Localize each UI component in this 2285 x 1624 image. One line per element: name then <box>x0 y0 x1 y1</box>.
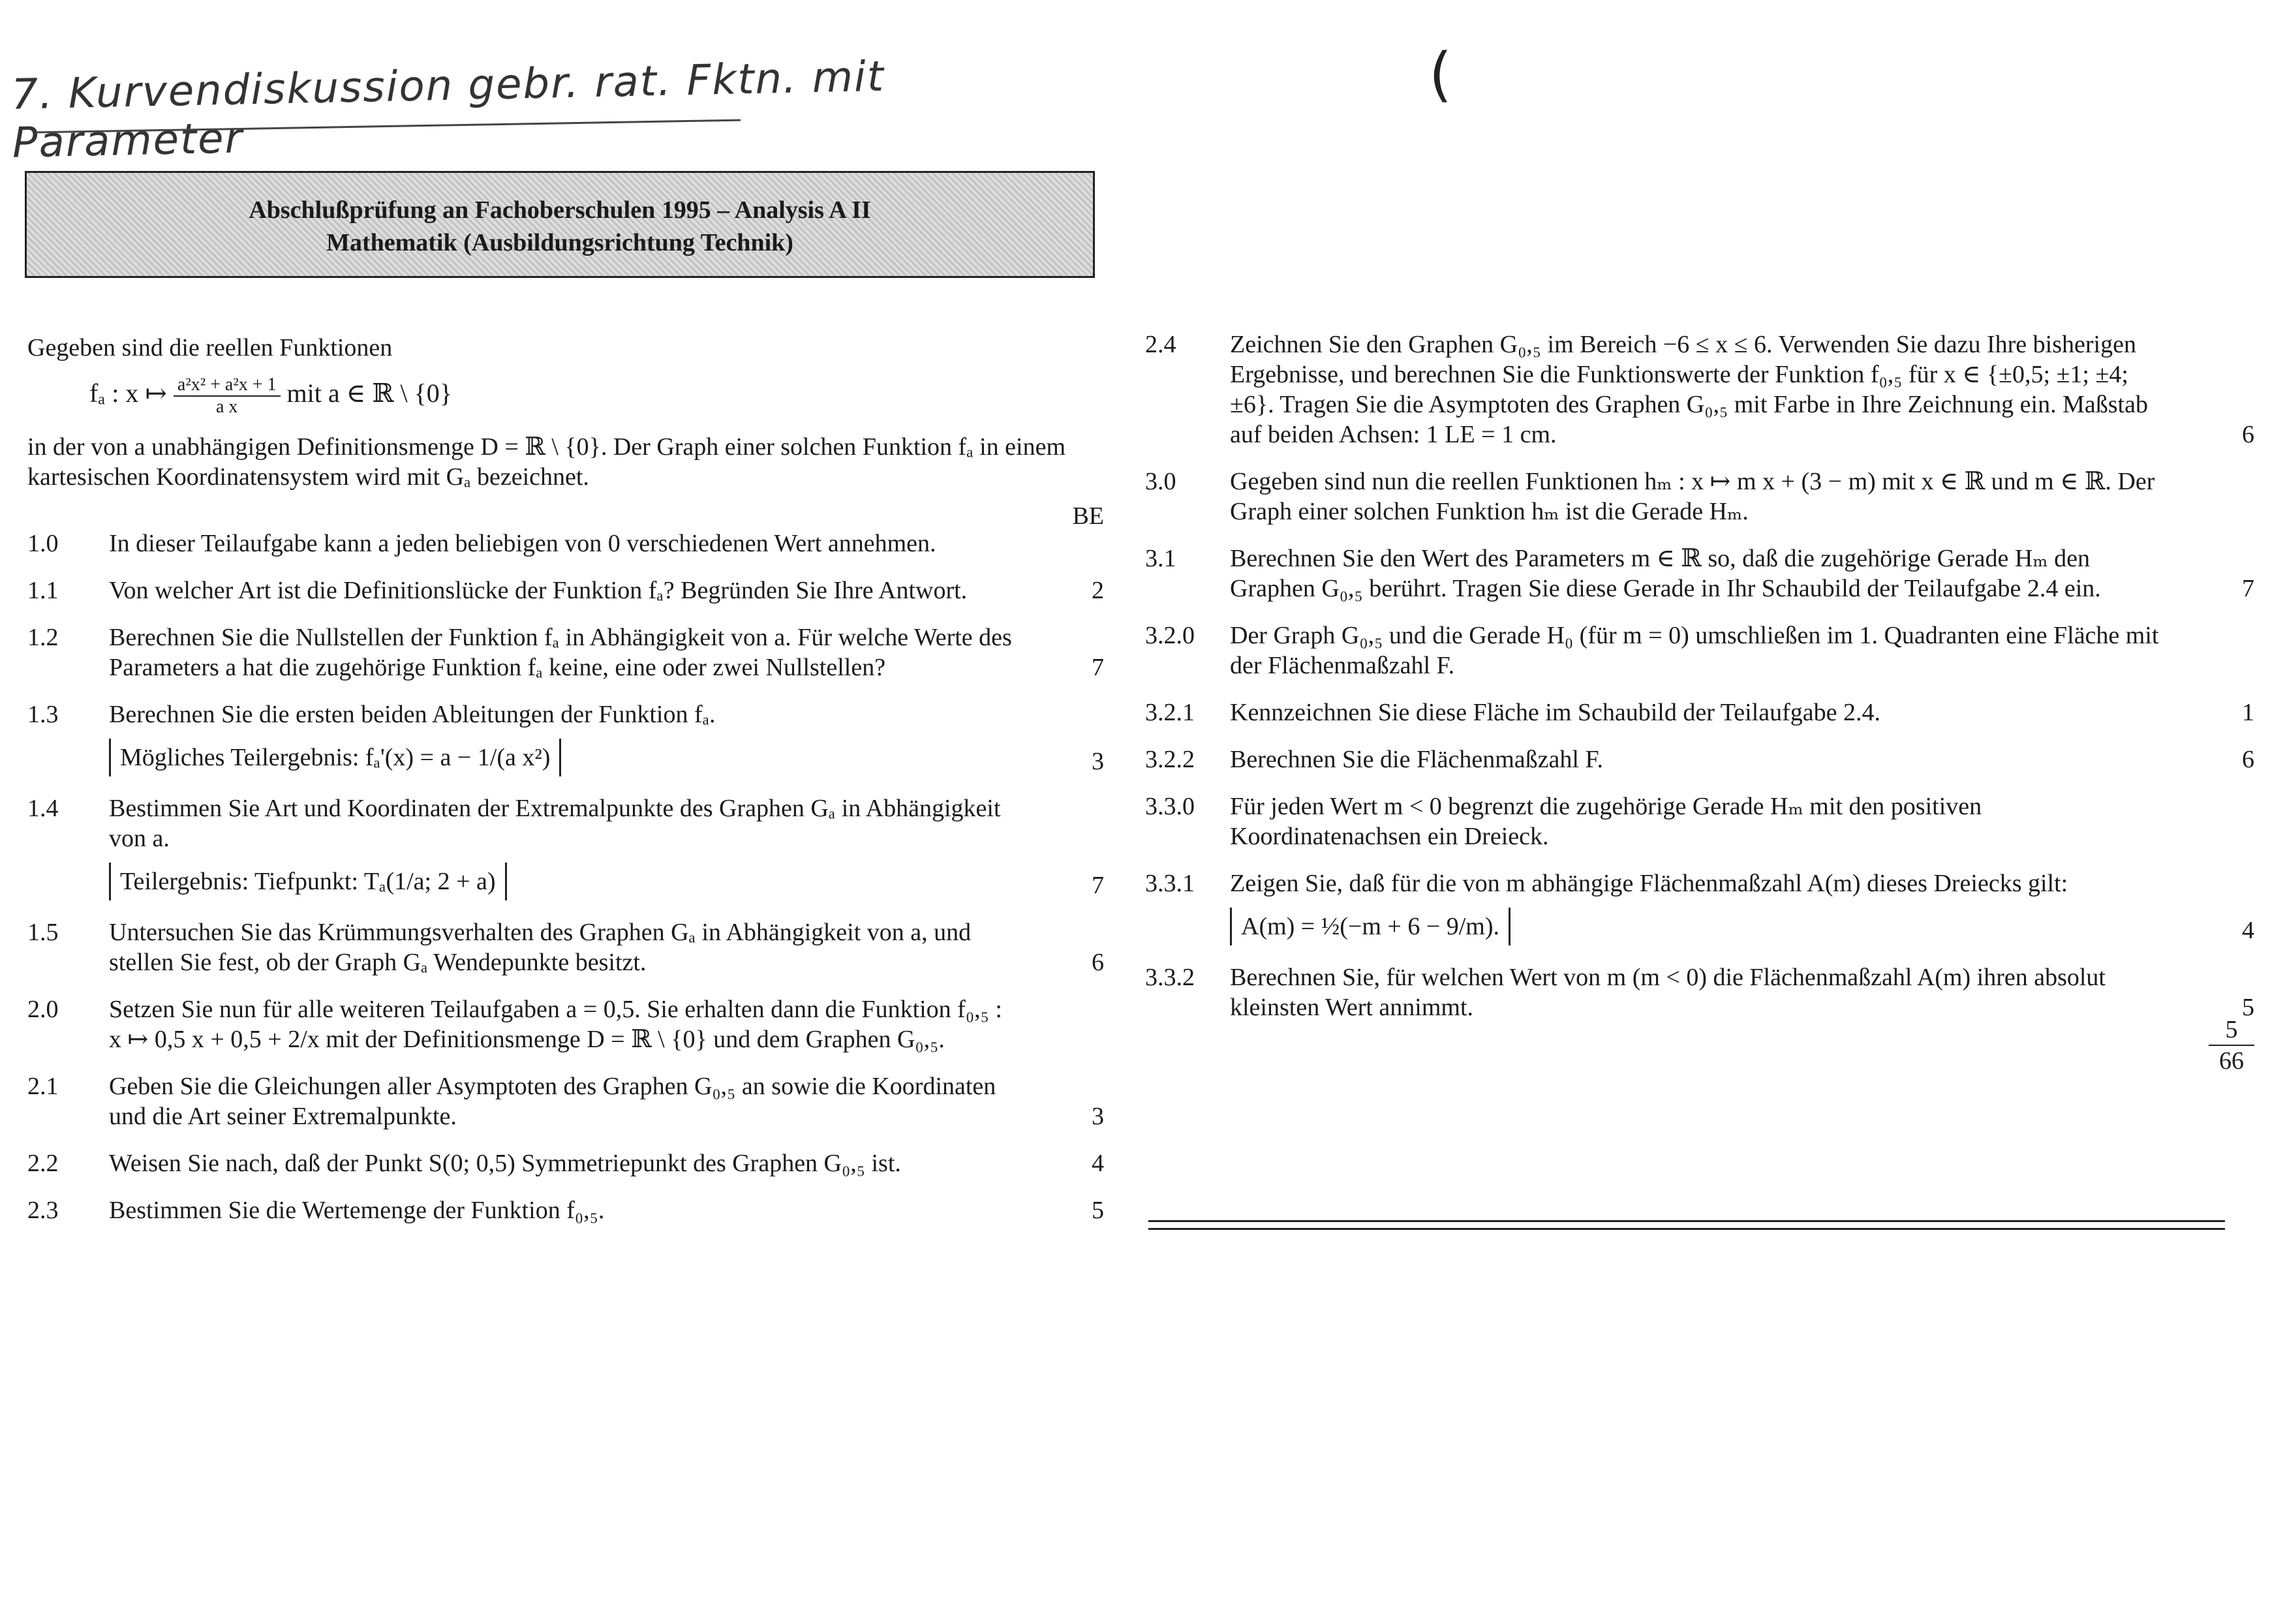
left-column <box>27 333 1104 1242</box>
task-text-block <box>1230 868 2254 945</box>
task-item <box>1145 329 2254 450</box>
task-text-block <box>109 699 1104 776</box>
task-text: Bestimmen Sie Art und Koordinaten der Extremalpunkte des Graphen Gₐ in Abhängigkeit von a. <box>109 795 1001 852</box>
task-item <box>1145 744 2254 774</box>
task-text: Berechnen Sie die ersten beiden Ableitungen der Funktion fₐ. <box>109 701 716 728</box>
task-text-block <box>1230 620 2254 681</box>
task-item <box>27 1071 1104 1131</box>
handwritten-title: 7. Kurvendiskussion gebr. rat. Fktn. mit Parameter <box>10 52 885 168</box>
task-text-block <box>109 1071 1104 1131</box>
task-text-block <box>109 1148 1104 1178</box>
task-hint: Teilergebnis: Tiefpunkt: Tₐ(1/a; 2 + a) <box>109 863 507 900</box>
task-number: 1.3 <box>27 701 59 728</box>
task-text-block <box>1230 962 2254 1022</box>
task-number: 1.0 <box>27 530 59 557</box>
task-points: 3 <box>1092 1103 1104 1130</box>
task-number: 3.2.0 <box>1145 622 1195 649</box>
task-text-block <box>109 622 1104 682</box>
task-text-block <box>1230 467 2254 527</box>
task-number: 3.3.0 <box>1145 793 1195 820</box>
task-item <box>1145 868 2254 945</box>
task-number: 2.0 <box>27 996 59 1023</box>
task-item <box>27 917 1104 977</box>
task-hint: Mögliches Teilergebnis: fₐ'(x) = a − 1/(a x²) <box>109 739 561 776</box>
be-column-label: BE <box>1072 502 1104 530</box>
task-text: Berechnen Sie die Nullstellen der Funktion fₐ in Abhängigkeit von a. Für welche Werte des Parameters a hat die zugehörige Funktion fₐ keine, eine oder zwei Nullstellen? <box>109 624 1012 681</box>
end-rule <box>1148 1220 2225 1230</box>
task-number: 1.4 <box>27 795 59 822</box>
task-number: 3.3.2 <box>1145 964 1195 991</box>
task-number: 3.3.1 <box>1145 870 1195 897</box>
task-number: 2.3 <box>27 1197 59 1224</box>
task-item <box>27 575 1104 605</box>
task-hint: A(m) = ½(−m + 6 − 9/m). <box>1230 908 1511 945</box>
intro-text: in der von a unabhängigen Definitionsmenge D = ℝ \ {0}. Der Graph einer solchen Funktion fₐ in einem kartesischen Koordinatensystem wird mit Gₐ bezeichnet. <box>27 433 1066 491</box>
task-text: Setzen Sie nun für alle weiteren Teilaufgaben a = 0,5. Sie erhalten dann die Funktion f₀,₅ : x ↦ 0,5 x + 0,5 + 2/x mit der Definitionsmenge D = ℝ \ {0} und dem Graphen G₀,₅. <box>109 996 1002 1053</box>
task-number: 3.2.2 <box>1145 746 1195 773</box>
task-number: 2.2 <box>27 1150 59 1177</box>
task-points: 7 <box>1092 872 1104 899</box>
task-number: 3.2.1 <box>1145 699 1195 726</box>
task-text-block <box>109 529 1104 559</box>
task-points: 6 <box>2242 746 2254 773</box>
task-item <box>27 1195 1104 1225</box>
right-task-list <box>1145 329 2254 1022</box>
task-number: 3.0 <box>1145 468 1176 495</box>
task-points: 3 <box>1092 748 1104 775</box>
task-text: Bestimmen Sie die Wertemenge der Funktion f₀,₅. <box>109 1197 605 1224</box>
task-item <box>1145 791 2254 851</box>
task-item <box>1145 544 2254 604</box>
task-text: Gegeben sind nun die reellen Funktionen hₘ : x ↦ m x + (3 − m) mit x ∈ ℝ und m ∈ ℝ. Der Graph einer solchen Funktion hₘ ist die Gerade Hₘ. <box>1230 468 2155 525</box>
formula-numerator: a²x² + a²x + 1 <box>174 375 281 397</box>
task-item <box>27 793 1104 900</box>
task-text-block <box>109 1195 1104 1225</box>
task-item <box>1145 697 2254 728</box>
formula-right: mit a ∈ ℝ \ {0} <box>286 378 452 408</box>
task-text: Zeigen Sie, daß für die von m abhängige Flächenmaßzahl A(m) dieses Dreiecks gilt: <box>1230 870 2068 897</box>
task-number: 2.1 <box>27 1073 59 1100</box>
task-text-block <box>109 917 1104 977</box>
task-text: Weisen Sie nach, daß der Punkt S(0; 0,5) Symmetriepunkt des Graphen G₀,₅ ist. <box>109 1150 901 1177</box>
task-item <box>27 1148 1104 1178</box>
task-text-block <box>109 994 1104 1054</box>
task-text-block <box>1230 544 2254 604</box>
task-number: 1.1 <box>27 577 59 604</box>
right-column <box>1145 329 2254 1075</box>
task-text: Berechnen Sie die Flächenmaßzahl F. <box>1230 746 1604 773</box>
task-points: 6 <box>1092 949 1104 976</box>
task-text: Von welcher Art ist die Definitionslücke der Funktion fₐ? Begründen Sie Ihre Antwort. <box>109 577 968 604</box>
formula-denominator: a x <box>215 397 238 417</box>
task-item <box>27 622 1104 682</box>
task-text: Berechnen Sie, für welchen Wert von m (m < 0) die Flächenmaßzahl A(m) ihren absolut kleinsten Wert annimmt. <box>1230 964 2106 1021</box>
task-points: 1 <box>2242 699 2254 726</box>
task-text-block <box>1230 697 2254 728</box>
intro-given: Gegeben sind die reellen Funktionen <box>27 334 393 361</box>
task-item <box>1145 962 2254 1022</box>
total-wrapper <box>1145 1016 2254 1075</box>
task-item <box>1145 467 2254 527</box>
task-text: Berechnen Sie den Wert des Parameters m ∈ ℝ so, daß die zugehörige Gerade Hₘ den Graphen G₀,₅ berührt. Tragen Sie diese Gerade in Ihr Schaubild der Teilaufgabe 2.4 ein. <box>1230 545 2101 602</box>
task-number: 1.5 <box>27 919 59 946</box>
task-text: Geben Sie die Gleichungen aller Asymptoten des Graphen G₀,₅ an sowie die Koordinaten und die Art seiner Extremalpunkte. <box>109 1073 996 1130</box>
task-number: 3.1 <box>1145 545 1176 572</box>
task-points: 2 <box>1092 577 1104 604</box>
task-item <box>1145 620 2254 681</box>
task-points: 5 <box>1092 1197 1104 1224</box>
task-points: 4 <box>2242 917 2254 944</box>
task-points: 4 <box>1092 1150 1104 1177</box>
task-text-block <box>1230 329 2254 450</box>
header-line-1: Abschlußprüfung an Fachoberschulen 1995 – Analysis A II <box>249 196 871 224</box>
task-points: 7 <box>1092 654 1104 681</box>
task-points: 7 <box>2242 575 2254 602</box>
task-text: Zeichnen Sie den Graphen G₀,₅ im Bereich −6 ≤ x ≤ 6. Verwenden Sie dazu Ihre bisherigen Ergebnisse, und berechnen Sie die Funktionswerte der Funktion f₀,₅ für x ∈ {±0,5; ±1; ±4; ±6}. Tragen Sie die Asymptoten des Graphen G₀,₅ mit Farbe in Ihre Zeichnung ein. Maßstab auf beiden Achsen: 1 LE = 1 cm. <box>1230 331 2148 448</box>
corner-mark: ( <box>1429 40 1452 109</box>
total-numerator: 5 <box>2209 1015 2254 1046</box>
task-number: 2.4 <box>1145 331 1176 358</box>
task-text-block <box>1230 744 2254 774</box>
task-text: Für jeden Wert m < 0 begrenzt die zugehörige Gerade Hₘ mit den positiven Koordinatenachsen ein Dreieck. <box>1230 793 1982 850</box>
task-item <box>27 994 1104 1054</box>
task-text-block <box>1230 791 2254 851</box>
function-definition <box>89 375 1104 418</box>
task-item <box>27 699 1104 776</box>
header-line-2: Mathematik (Ausbildungsrichtung Technik) <box>326 229 793 256</box>
total-denominator: 66 <box>2219 1047 2244 1075</box>
exam-header <box>25 171 1095 278</box>
task-text-block <box>109 575 1104 605</box>
task-text: Untersuchen Sie das Krümmungsverhalten des Graphen Gₐ in Abhängigkeit von a, und stellen Sie fest, ob der Graph Gₐ Wendepunkte besitzt. <box>109 919 972 976</box>
task-text: In dieser Teilaufgabe kann a jeden beliebigen von 0 verschiedenen Wert annehmen. <box>109 530 936 557</box>
task-text-block <box>109 793 1104 900</box>
task-text: Kennzeichnen Sie diese Fläche im Schaubild der Teilaufgabe 2.4. <box>1230 699 1880 726</box>
task-item <box>27 529 1104 559</box>
task-number: 1.2 <box>27 624 59 651</box>
task-points: 5 <box>2242 994 2254 1021</box>
formula-left: fₐ : x ↦ <box>89 378 167 408</box>
task-text: Der Graph G₀,₅ und die Gerade H₀ (für m = 0) umschließen im 1. Quadranten eine Fläche mit der Flächenmaßzahl F. <box>1230 622 2159 679</box>
task-points: 6 <box>2242 421 2254 448</box>
formula-fraction <box>174 375 281 418</box>
total-points <box>2209 1015 2254 1076</box>
left-task-list <box>27 529 1104 1225</box>
